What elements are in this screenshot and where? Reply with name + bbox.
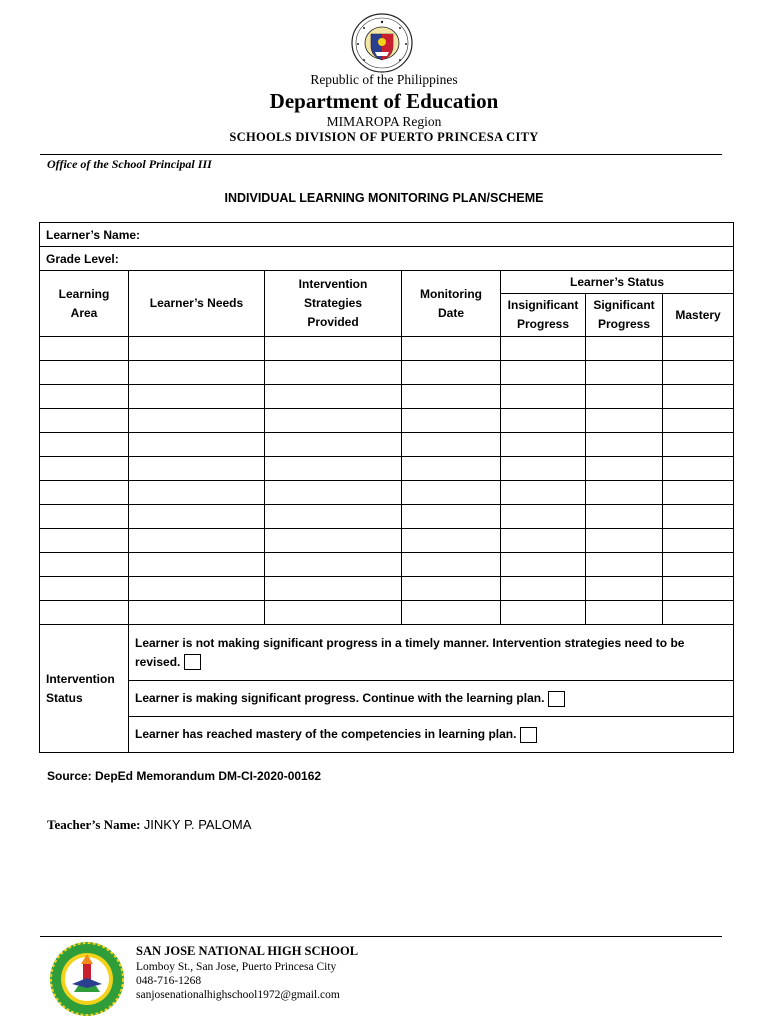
option-mastery-text: Learner has reached mastery of the competencies in learning plan. <box>135 727 517 741</box>
col-monitoring-date: Monitoring Date <box>402 271 501 337</box>
republic-heading: Republic of the Philippines <box>310 72 458 87</box>
cell-mastery[interactable] <box>663 409 734 433</box>
option-revise-checkbox[interactable] <box>184 654 201 670</box>
document-title: INDIVIDUAL LEARNING MONITORING PLAN/SCHEME <box>224 191 544 205</box>
footer-divider <box>40 936 722 937</box>
col-learning-area: Learning Area <box>40 271 129 337</box>
cell-learning-area[interactable] <box>40 481 129 505</box>
cell-learners-needs[interactable] <box>129 337 265 361</box>
cell-learning-area[interactable] <box>40 409 129 433</box>
cell-intervention[interactable] <box>265 433 402 457</box>
cell-mastery[interactable] <box>663 457 734 481</box>
cell-monitoring-date[interactable] <box>402 601 501 625</box>
col-intervention-strategies: Intervention Strategies Provided <box>265 271 402 337</box>
cell-monitoring-date[interactable] <box>402 553 501 577</box>
cell-learners-needs[interactable] <box>129 457 265 481</box>
cell-learning-area[interactable] <box>40 361 129 385</box>
cell-insignificant[interactable] <box>501 385 586 409</box>
deped-seal-logo <box>344 12 420 74</box>
cell-intervention[interactable] <box>265 601 402 625</box>
teacher-name-line <box>47 817 251 833</box>
option-continue-checkbox[interactable] <box>548 691 565 707</box>
cell-learners-needs[interactable] <box>129 577 265 601</box>
cell-insignificant[interactable] <box>501 577 586 601</box>
table-row <box>40 433 734 457</box>
grade-level-label: Grade Level: <box>46 251 119 266</box>
header-divider <box>40 154 722 155</box>
office-label: Office of the School Principal III <box>47 157 212 171</box>
monitoring-table <box>39 222 734 753</box>
source-note: Source: DepEd Memorandum DM-CI-2020-00162 <box>47 769 322 783</box>
cell-mastery[interactable] <box>663 529 734 553</box>
intervention-option-row <box>40 717 734 753</box>
cell-mastery[interactable] <box>663 577 734 601</box>
school-name: SAN JOSE NATIONAL HIGH SCHOOL <box>136 944 359 958</box>
cell-mastery[interactable] <box>663 337 734 361</box>
cell-significant[interactable] <box>586 433 663 457</box>
table-row <box>40 505 734 529</box>
cell-intervention[interactable] <box>265 577 402 601</box>
cell-insignificant[interactable] <box>501 457 586 481</box>
teacher-name-label: Teacher’s Name: <box>47 817 141 832</box>
cell-monitoring-date[interactable] <box>402 481 501 505</box>
cell-learning-area[interactable] <box>40 553 129 577</box>
cell-learners-needs[interactable] <box>129 385 265 409</box>
cell-insignificant[interactable] <box>501 361 586 385</box>
cell-insignificant[interactable] <box>501 337 586 361</box>
department-heading: Department of Education <box>269 89 499 113</box>
table-row <box>40 481 734 505</box>
cell-significant[interactable] <box>586 601 663 625</box>
region-heading: MIMAROPA Region <box>326 114 442 129</box>
cell-significant[interactable] <box>586 385 663 409</box>
grade-level-field[interactable] <box>40 247 734 271</box>
table-row <box>40 385 734 409</box>
cell-intervention[interactable] <box>265 481 402 505</box>
school-logo <box>48 940 126 1018</box>
cell-insignificant[interactable] <box>501 481 586 505</box>
teacher-name-value: JINKY P. PALOMA <box>143 817 252 832</box>
cell-significant[interactable] <box>586 529 663 553</box>
learner-name-label: Learner’s Name: <box>46 227 141 242</box>
col-insignificant-progress: Insignificant Progress <box>501 294 586 337</box>
cell-learning-area[interactable] <box>40 505 129 529</box>
cell-mastery[interactable] <box>663 601 734 625</box>
col-learners-status: Learner’s Status <box>501 271 734 294</box>
cell-monitoring-date[interactable] <box>402 409 501 433</box>
school-phone: 048-716-1268 <box>136 975 202 987</box>
cell-learners-needs[interactable] <box>129 433 265 457</box>
cell-insignificant[interactable] <box>501 433 586 457</box>
option-continue-text: Learner is making significant progress. Continue with the learning plan. <box>135 691 545 705</box>
cell-intervention[interactable] <box>265 409 402 433</box>
table-row <box>40 577 734 601</box>
empty-rows <box>40 337 734 625</box>
cell-significant[interactable] <box>586 409 663 433</box>
table-row <box>40 361 734 385</box>
cell-learning-area[interactable] <box>40 457 129 481</box>
cell-significant[interactable] <box>586 577 663 601</box>
cell-learning-area[interactable] <box>40 433 129 457</box>
col-mastery: Mastery <box>663 294 734 337</box>
cell-monitoring-date[interactable] <box>402 337 501 361</box>
col-learners-needs: Learner’s Needs <box>129 271 265 337</box>
table-row <box>40 457 734 481</box>
cell-intervention[interactable] <box>265 457 402 481</box>
intervention-status-row <box>40 625 734 681</box>
cell-learners-needs[interactable] <box>129 505 265 529</box>
intervention-option-revise <box>129 625 734 681</box>
cell-learners-needs[interactable] <box>129 553 265 577</box>
cell-significant[interactable] <box>586 505 663 529</box>
cell-monitoring-date[interactable] <box>402 505 501 529</box>
cell-mastery[interactable] <box>663 553 734 577</box>
cell-mastery[interactable] <box>663 505 734 529</box>
cell-significant[interactable] <box>586 457 663 481</box>
cell-learning-area[interactable] <box>40 337 129 361</box>
cell-insignificant[interactable] <box>501 601 586 625</box>
intervention-option-mastery <box>129 717 734 753</box>
grade-level-row <box>40 247 734 271</box>
cell-monitoring-date[interactable] <box>402 529 501 553</box>
table-row <box>40 529 734 553</box>
cell-significant[interactable] <box>586 481 663 505</box>
cell-mastery[interactable] <box>663 481 734 505</box>
cell-insignificant[interactable] <box>501 553 586 577</box>
cell-learning-area[interactable] <box>40 601 129 625</box>
intervention-status-label: Intervention Status <box>40 625 129 753</box>
table-row <box>40 553 734 577</box>
cell-intervention[interactable] <box>265 529 402 553</box>
cell-mastery[interactable] <box>663 433 734 457</box>
cell-learning-area[interactable] <box>40 529 129 553</box>
cell-learners-needs[interactable] <box>129 361 265 385</box>
col-significant-progress: Significant Progress <box>586 294 663 337</box>
cell-learners-needs[interactable] <box>129 601 265 625</box>
option-mastery-checkbox[interactable] <box>520 727 537 743</box>
cell-monitoring-date[interactable] <box>402 361 501 385</box>
table-row <box>40 337 734 361</box>
cell-learners-needs[interactable] <box>129 529 265 553</box>
table-row <box>40 601 734 625</box>
option-revise-text: Learner is not making significant progress in a timely manner. Intervention strategies need to be revised. <box>135 635 685 669</box>
school-email: sanjosenationalhighschool1972@gmail.com <box>136 989 340 1001</box>
learner-name-field[interactable] <box>40 223 734 247</box>
cell-monitoring-date[interactable] <box>402 577 501 601</box>
cell-intervention[interactable] <box>265 361 402 385</box>
cell-intervention[interactable] <box>265 337 402 361</box>
cell-insignificant[interactable] <box>501 505 586 529</box>
cell-significant[interactable] <box>586 361 663 385</box>
cell-insignificant[interactable] <box>501 409 586 433</box>
division-heading: SCHOOLS DIVISION OF PUERTO PRINCESA CITY <box>229 130 539 144</box>
cell-significant[interactable] <box>586 553 663 577</box>
column-header-row <box>40 271 734 294</box>
cell-significant[interactable] <box>586 337 663 361</box>
table-row <box>40 409 734 433</box>
cell-mastery[interactable] <box>663 361 734 385</box>
learner-name-row <box>40 223 734 247</box>
cell-mastery[interactable] <box>663 385 734 409</box>
cell-monitoring-date[interactable] <box>402 433 501 457</box>
cell-intervention[interactable] <box>265 553 402 577</box>
cell-learners-needs[interactable] <box>129 481 265 505</box>
cell-monitoring-date[interactable] <box>402 385 501 409</box>
cell-learning-area[interactable] <box>40 577 129 601</box>
school-address: Lomboy St., San Jose, Puerto Princesa City <box>136 961 337 973</box>
cell-learning-area[interactable] <box>40 385 129 409</box>
cell-intervention[interactable] <box>265 505 402 529</box>
intervention-option-continue <box>129 681 734 717</box>
cell-learners-needs[interactable] <box>129 409 265 433</box>
cell-intervention[interactable] <box>265 385 402 409</box>
cell-monitoring-date[interactable] <box>402 457 501 481</box>
intervention-option-row <box>40 681 734 717</box>
cell-insignificant[interactable] <box>501 529 586 553</box>
